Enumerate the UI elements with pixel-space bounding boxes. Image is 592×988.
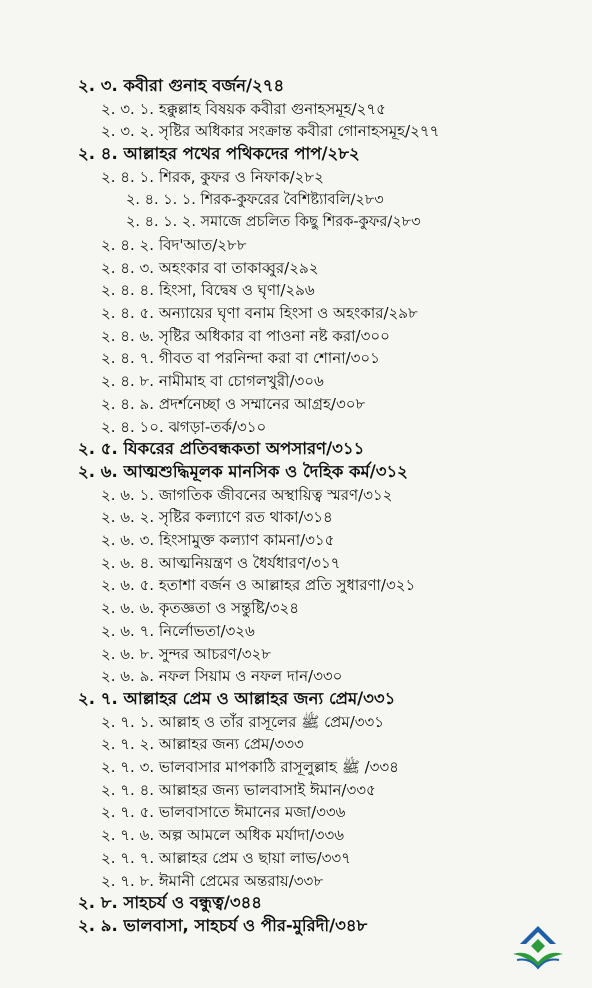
- toc-entry: ২. ৭. ৩. ভালবাসার মাপকাঠি রাসূলুল্লাহ ﷺ /৩৩৪: [101, 758, 399, 777]
- toc-entry: ২. ৬. ২. সৃষ্টির কল্যাণে রত থাকা/৩১৪: [101, 508, 333, 527]
- toc-section-heading: ২. ৩. কবীরা গুনাহ বর্জন/২৭৪: [78, 76, 285, 95]
- toc-entry: ২. ৭. ৬. অল্প আমলে অধিক মর্যাদা/৩৩৬: [101, 826, 344, 845]
- toc-section-heading: ২. ৪. আল্লাহর পথের পথিকদের পাপ/২৮২: [78, 144, 360, 164]
- toc-entry: ২. ৭. ৮. ঈমানী প্রেমের অন্তরায়/৩৩৮: [101, 871, 324, 890]
- toc-entry: ২. ৪. ১. ১. শিরক-কুফরের বৈশিষ্ট্যাবলি/২৮৩: [126, 191, 384, 208]
- toc-entry: ২. ৪. ৪. হিংসা, বিদ্বেষ ও ঘৃণা/২৯৬: [101, 281, 315, 300]
- toc-section-heading: ২. ৬. আত্মশুদ্ধিমূলক মানসিক ও দৈহিক কর্ম/৩১২: [78, 461, 408, 481]
- toc-entry: ২. ৪. ১০. ঝগড়া-তর্ক/৩১০: [101, 417, 267, 436]
- toc-entry: ২. ৭. ৪. আল্লাহর জন্য ভালবাসাই ঈমান/৩৩৫: [101, 780, 376, 799]
- toc-entry: ২. ৬. ১. জাগতিক জীবনের অস্থায়িত্ব স্মরণ/৩১২: [101, 485, 393, 504]
- toc-entry: ২. ৪. ৯. প্রদর্শনেচ্ছা ও সম্মানের আগ্রহ/৩০৮: [101, 394, 366, 413]
- toc-entry: ২. ৩. ১. হক্কুল্লাহ বিষয়ক কবীরা গুনাহসমূহ/২৭৫: [101, 99, 386, 118]
- toc-entry: ২. ৭. ১. আল্লাহ ও তাঁর রাসূলের ﷺ প্রেম/৩৩১: [101, 712, 384, 731]
- toc-entry: ২. ৬. ৫. হতাশা বর্জন ও আল্লাহর প্রতি সুধারণা/৩২১: [101, 576, 416, 595]
- toc-entry: ২. ৬. ৯. নফল সিয়াম ও নফল দান/৩৩০: [101, 667, 343, 686]
- toc-entry: ২. ৭. ২. আল্লাহর জন্য প্রেম/৩৩৩: [101, 735, 304, 754]
- toc-entry: ২. ৪. ৭. গীবত বা পরনিন্দা করা বা শোনা/৩০১: [101, 349, 380, 368]
- toc-entry: ২. ৪. ৫. অন্যায়ের ঘৃণা বনাম হিংসা ও অহংকার/২৯৮: [101, 304, 418, 323]
- toc-entry: ২. ৪. ১. ২. সমাজে প্রচলিত কিছু শিরক-কুফর/২৮৩: [126, 214, 421, 231]
- toc-section-heading: ২. ৯. ভালবাসা, সাহচর্য ও পীর-মুরিদী/৩৪৮: [78, 916, 368, 935]
- toc-entry: ২. ৬. ৪. আত্মনিয়ন্ত্রণ ও ধৈর্যধারণ/৩১৭: [101, 553, 341, 572]
- toc-entry: ২. ৬. ৬. কৃতজ্ঞতা ও সন্তুষ্টি/৩২৪: [101, 599, 299, 618]
- toc-section-heading: ২. ৮. সাহচর্য ও বন্ধুত্ব/৩৪৪: [78, 893, 263, 913]
- toc-section-heading: ২. ৭. আল্লাহর প্রেম ও আল্লাহর জন্য প্রেম/৩৩১: [78, 688, 396, 708]
- toc-entry: ২. ৬. ৭. নির্লোভতা/৩২৬: [101, 621, 255, 640]
- toc-entry: ২. ৬. ৮. সুন্দর আচরণ/৩২৮: [101, 644, 272, 663]
- toc-entry: ২. ৭. ৫. ভালবাসাতে ঈমানের মজা/৩৩৬: [101, 803, 346, 822]
- toc-entry: ২. ৪. ৬. সৃষ্টির অধিকার বা পাওনা নষ্ট করা/৩০০: [101, 326, 390, 345]
- toc-entry: ২. ৭. ৭. আল্লাহর প্রেম ও ছায়া লাভ/৩৩৭: [101, 848, 351, 867]
- toc-entry: ২. ৩. ২. সৃষ্টির অধিকার সংক্রান্ত কবীরা গোনাহসমূহ/২৭৭: [101, 122, 440, 141]
- publisher-logo-icon: [509, 920, 567, 972]
- toc-entry: ২. ৪. ২. বিদ'আত/২৮৮: [101, 235, 247, 254]
- toc-entry: ২. ৪. ৩. অহংকার বা তাকাব্বুর/২৯২: [101, 258, 319, 277]
- toc-entry: ২. ৪. ১. শিরক, কুফর ও নিফাক/২৮২: [101, 167, 324, 186]
- toc-section-heading: ২. ৫. যিকরের প্রতিবন্ধকতা অপসারণ/৩১১: [78, 439, 365, 459]
- toc-entry: ২. ৬. ৩. হিংসামুক্ত কল্যাণ কামনা/৩১৫: [101, 531, 335, 550]
- toc-entry: ২. ৪. ৮. নামীমাহ বা চোগলখুরী/৩০৬: [101, 372, 324, 391]
